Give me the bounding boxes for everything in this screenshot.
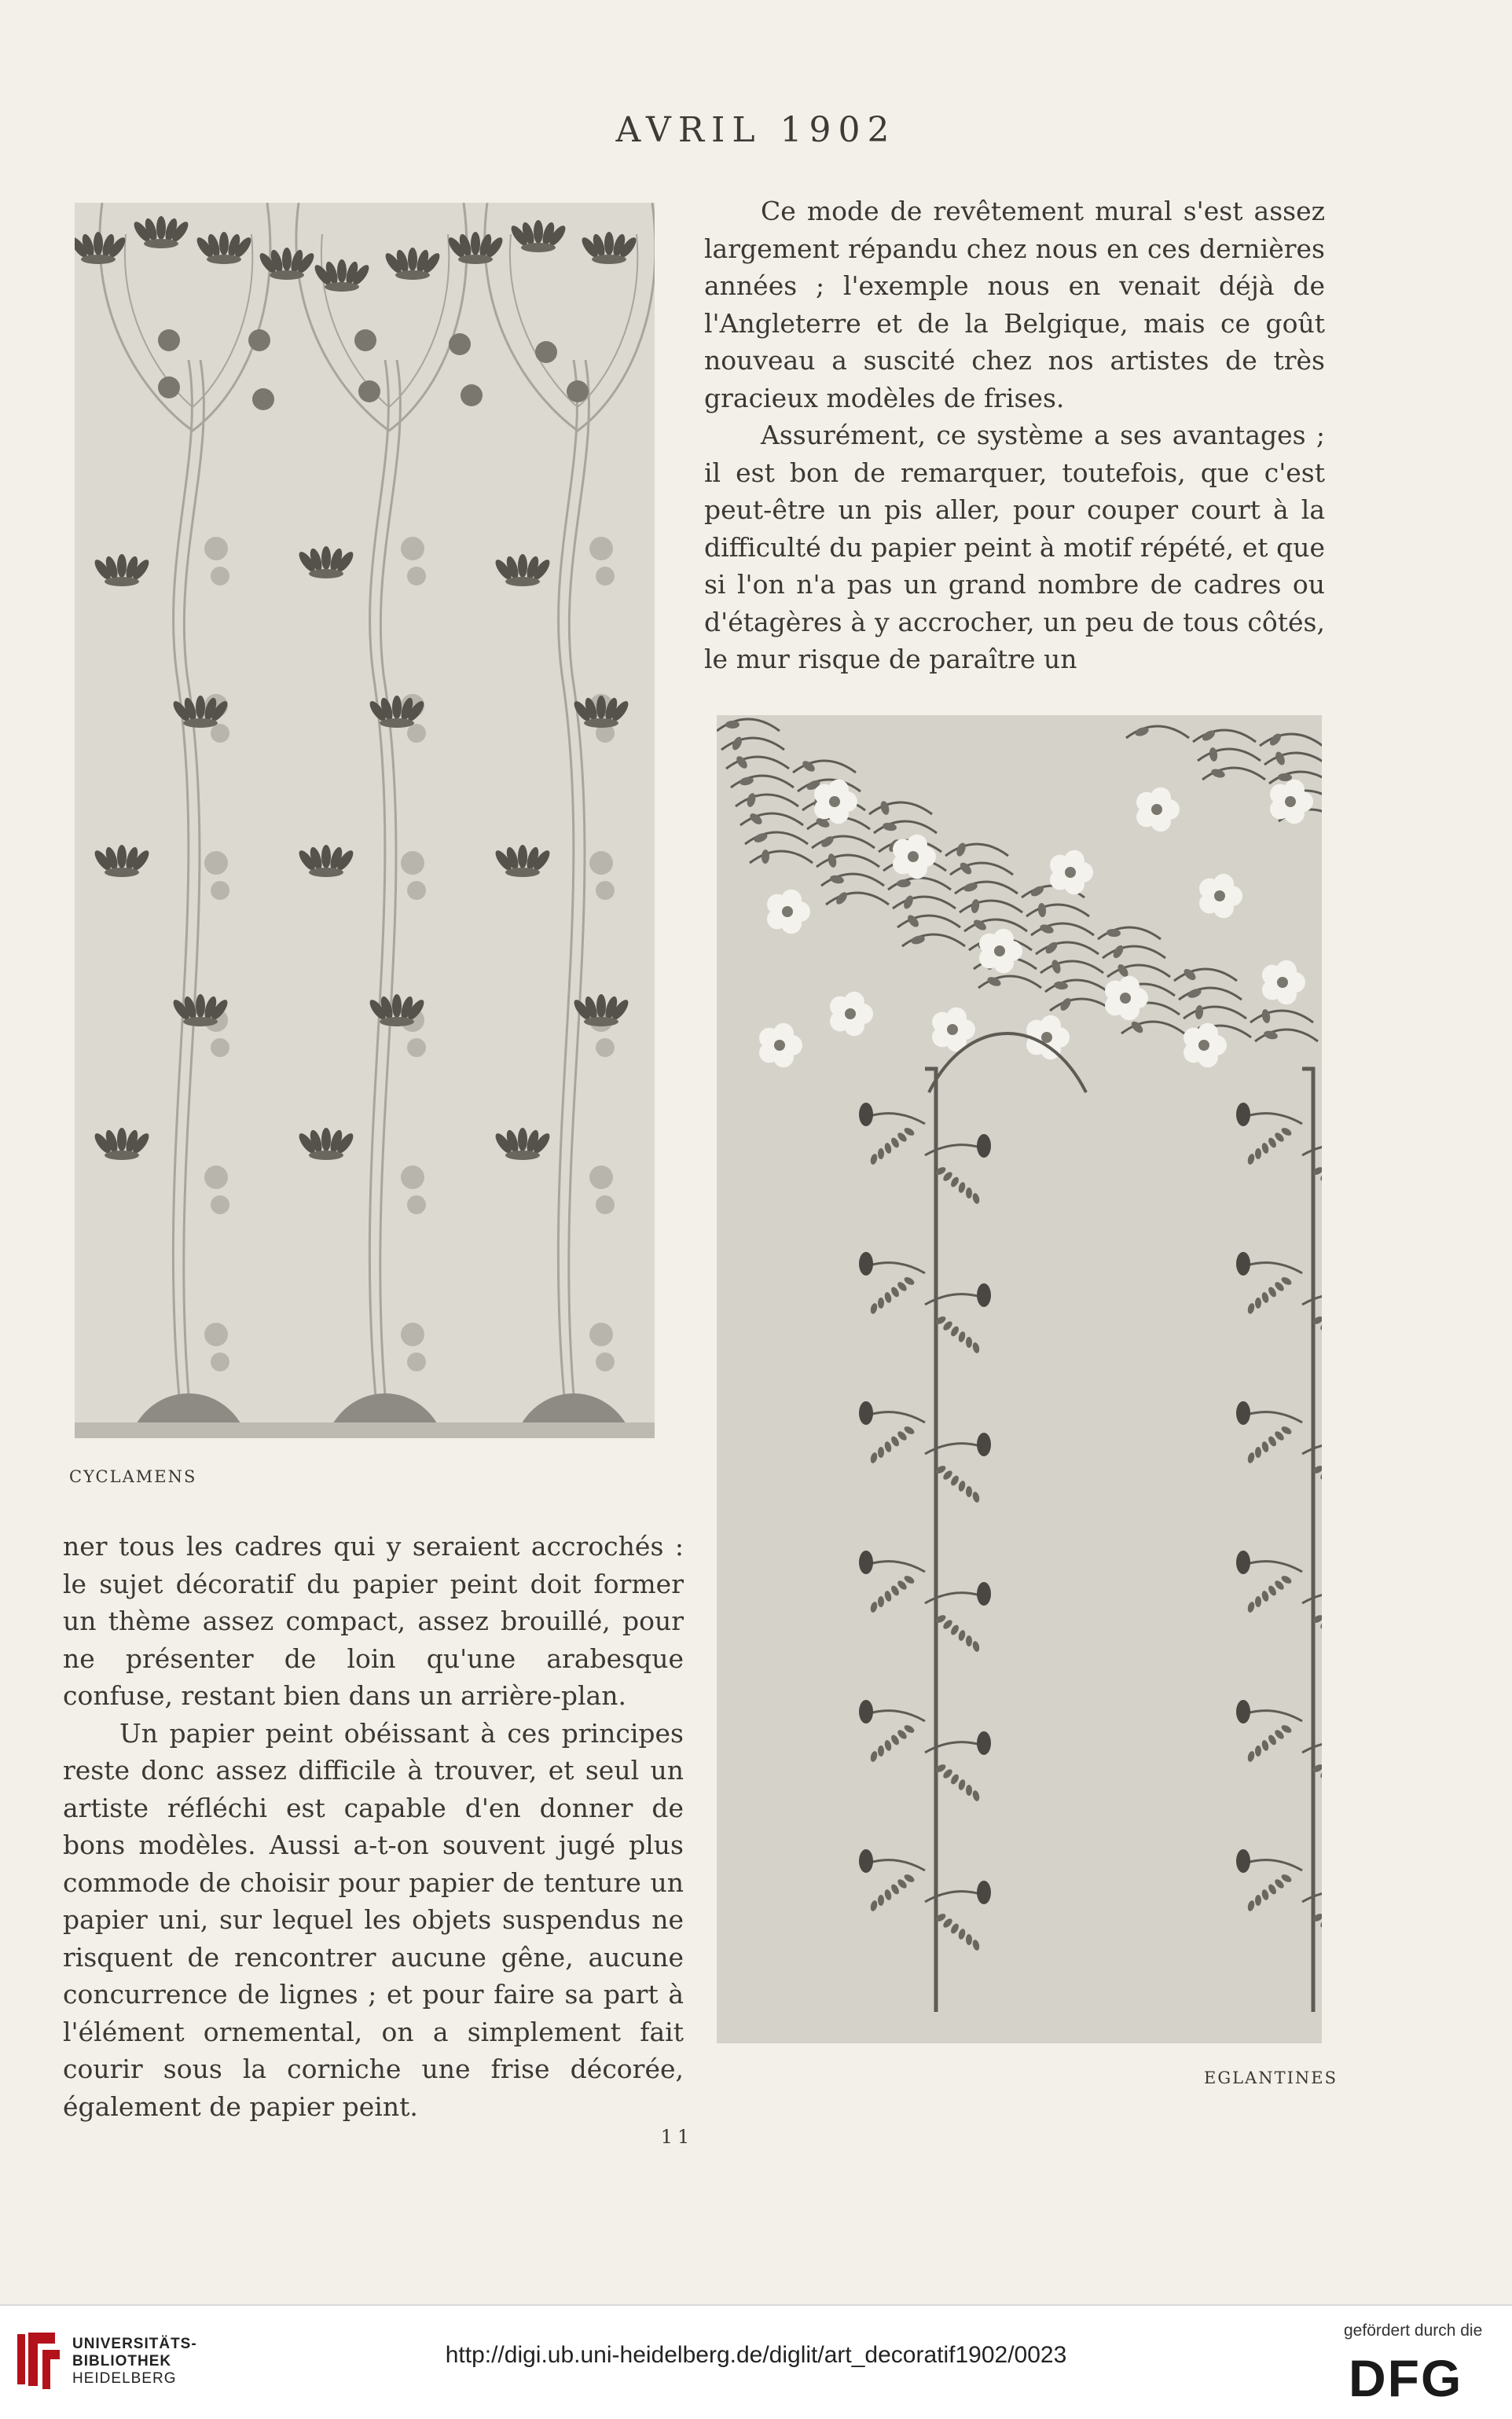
paragraph: ner tous les cadres qui y seraient accrochés : le sujet décoratif du papier peint doit former un thème assez compact, assez brouillé, pour ne présenter de loin qu'une arabesque confuse, restant bien dans un arrière-plan.	[63, 1531, 684, 1711]
paragraph: Un papier peint obéissant à ces principes reste donc assez difficile à trouver, et seul un artiste réfléchi est capable d'en donner de bons modèles. Aussi a-t-on souvent jugé plus commode de choisir pour papier de tenture un papier uni, sur lequel les objets suspendus ne risquent de rencontrer aucune gêne, aucune concurrence de lignes ; et pour faire sa part à l'élément ornemental, on a simplement fait courir sous la corniche une frise décorée, également de papier peint.	[63, 1717, 684, 2122]
figure-caption-cyclamens: CYCLAMENS	[69, 1467, 197, 1486]
svg-text:DFG: DFG	[1349, 2349, 1463, 2404]
eglantines-illustration	[717, 715, 1322, 2043]
running-head: AVRIL 1902	[615, 110, 897, 150]
digital-copy-link[interactable]: http://digi.ub.uni-heidelberg.de/diglit/art_decoratif1902/0023	[445, 2342, 1067, 2368]
figure-caption-eglantines: EGLANTINES	[1204, 2068, 1338, 2087]
footer-bar	[0, 2304, 1512, 2419]
paragraph: Ce mode de revêtement mural s'est assez largement répandu chez nous en ces dernières années ; l'exemple nous en venait déjà de l'Angleterre et de la Belgique, mais ce goût nouveau a suscité chez nos artistes de très gracieux modèles de frises.	[704, 196, 1325, 413]
library-name[interactable]: UNIVERSITÄTS- BIBLIOTHEK HEIDELBERG	[72, 2336, 197, 2387]
eglantines-wallpaper-plate	[717, 715, 1322, 2043]
funding-note: gefördert durch die	[1344, 2322, 1483, 2340]
dfg-logo-icon[interactable]	[1345, 2347, 1495, 2404]
cyclamens-wallpaper-plate	[75, 203, 655, 1438]
page-number: 11	[660, 2126, 695, 2148]
paragraph: Assurément, ce système a ses avantages ; il est bon de remarquer, toutefois, que c'est peut-être un pis aller, pour couper court à la difficulté du papier peint à motif répété, et que si l'on n'a pas un grand nombre de cadres ou d'étagères à y accrocher, un peu de tous côtés, le mur risque de paraître un	[704, 420, 1325, 674]
cyclamens-illustration	[75, 203, 655, 1438]
text-column-right	[704, 193, 1325, 678]
text-column-left	[63, 1528, 684, 2125]
